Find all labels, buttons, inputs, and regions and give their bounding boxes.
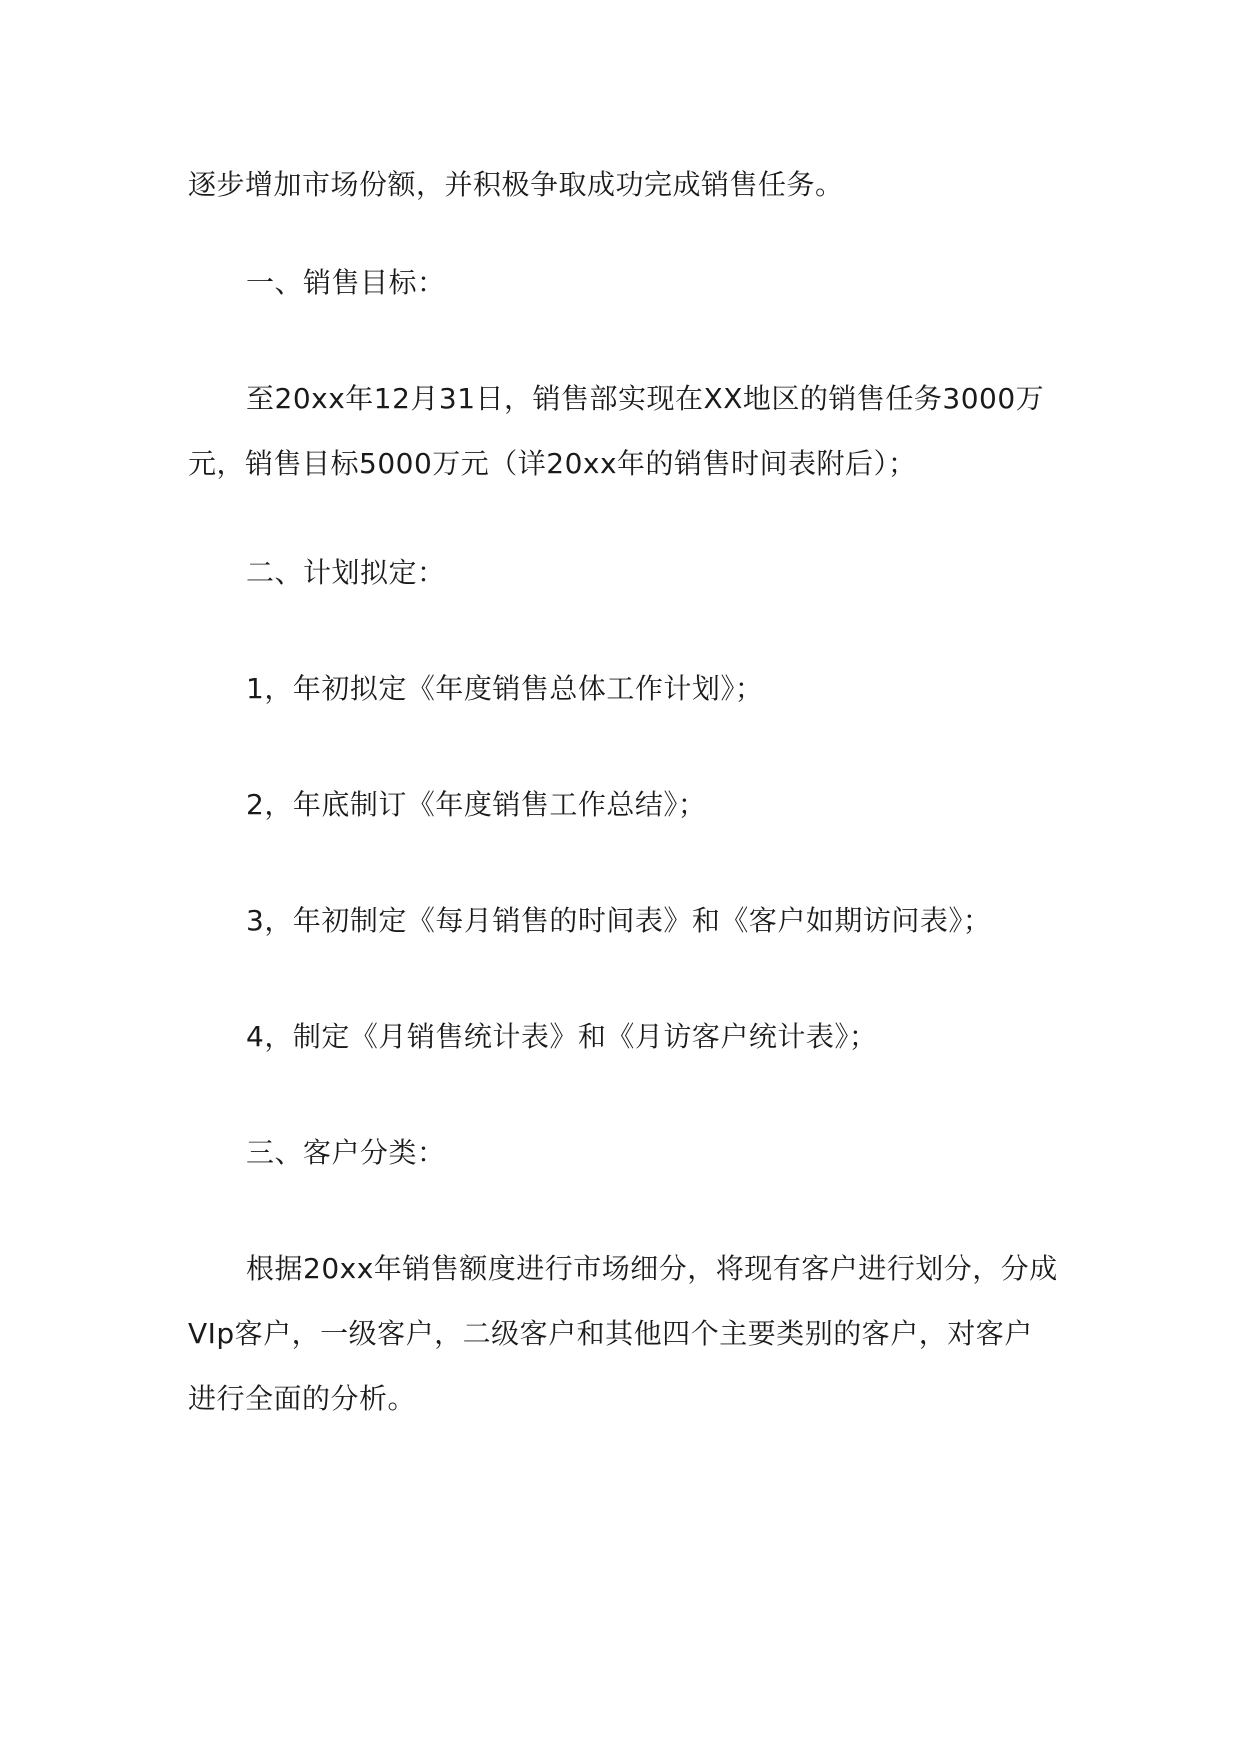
plan-item-3: 3，年初制定《每月销售的时间表》和《客户如期访问表》；	[246, 904, 992, 937]
plan-item-4: 4，制定《月销售统计表》和《月访客户统计表》；	[246, 1020, 878, 1053]
plan-item-1: 1，年初拟定《年度销售总体工作计划》；	[246, 672, 764, 705]
heading-sales-goal: 一、销售目标：	[246, 266, 446, 299]
heading-customer-classification: 三、客户分类：	[246, 1136, 446, 1169]
paragraph-continuation: 逐步增加市场份额，并积极争取成功完成销售任务。	[188, 168, 844, 201]
paragraph-customer-classification: 根据20xx年销售额度进行市场细分，将现有客户进行划分，分成VIp客户，一级客户，二级客户和其他四个主要类别的客户，对客户进行全面的分析。	[188, 1252, 1058, 1415]
heading-plan: 二、计划拟定：	[246, 556, 446, 589]
plan-item-2: 2，年底制订《年度销售工作总结》；	[246, 788, 707, 821]
paragraph-sales-goal: 至20xx年12月31日，销售部实现在XX地区的销售任务3000万元，销售目标5000万元（详20xx年的销售时间表附后）；	[188, 382, 1045, 480]
